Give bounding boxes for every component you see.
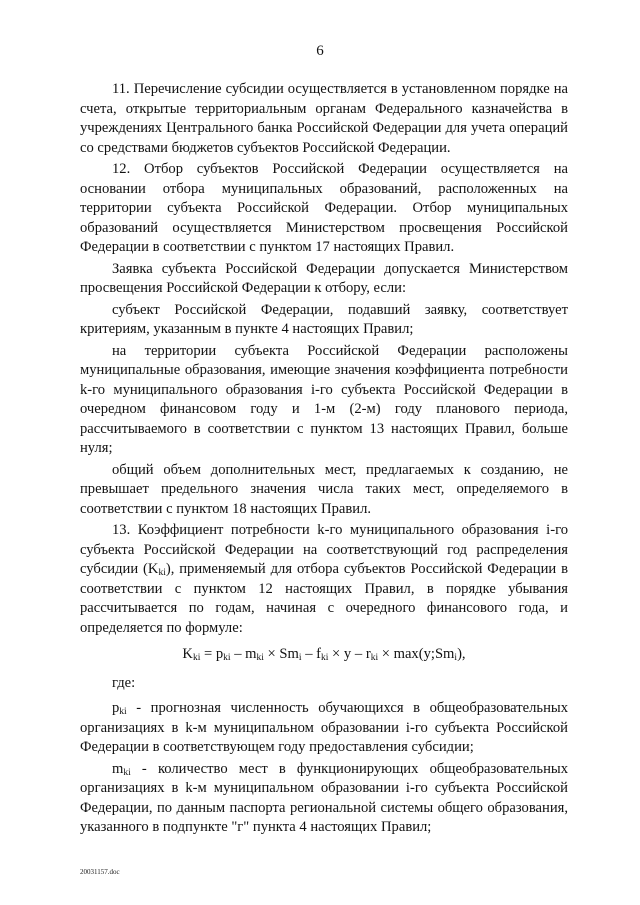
document-body	[80, 80, 568, 840]
paragraph-13-text-after: ), применяемый для отбора субъектов Российской Федерации в соответствии с пунктом 12 настоящих Правил, в порядке убывания рассчитывается по годам, начиная с очередного финансового года, и определяется по формуле:	[80, 561, 568, 636]
formula-where-label: где:	[112, 674, 136, 691]
paragraph-11: 11. Перечисление субсидии осуществляется в установленном порядке на счета, открытые территориальным органам Федерального казначейства в учреждениях Центрального банка Российской Федерации для учета операций со средствами бюджетов субъектов Российской Федерации.	[80, 81, 568, 156]
paragraph-13	[80, 521, 568, 638]
coefficient-formula: $K_{ki} = p_{ki} - m_{ki} \times Sm_i - f_{ki} \times y - r_{ki}$ × $\max(y;Sm_i)$,	[182, 646, 466, 663]
definition-pki: $p_{ki}$ - прогнозная численность обучающихся в общеобразовательных организациях в k-м муниципальном образовании i-го субъекта Российской Федерации в соответствующем году предоставления субсидии;	[80, 700, 568, 755]
paragraph-application-admission: Заявка субъекта Российской Федерации допускается Министерством просвещения Российской Федерации к отбору, если:	[80, 260, 568, 296]
footer-file-name: 20031157.doc	[80, 868, 120, 876]
paragraph-criterion-places: общий объем дополнительных мест, предлагаемых к созданию, не превышает предельного значения числа таких мест, определяемого в соответствии с пунктом 18 настоящих Правил.	[80, 461, 568, 517]
paragraph-13-text-before: 13. Коэффициент потребности k-го муниципального образования i-го субъекта Российской Федерации на соответствующий год распределения субсидии (K	[80, 522, 568, 577]
paragraph-12: 12. Отбор субъектов Российской Федерации осуществляется на основании отбора муниципальных образований, расположенных на территории субъекта Российской Федерации. Отбор муниципальных образований осуществляется Министерством просвещения Российской Федерации в соответствии с пунктом 17 настоящих Правил.	[80, 161, 568, 255]
page-number: 6	[316, 43, 324, 59]
definition-mki: $m_{ki}$ - количество мест в функционирующих общеобразовательных организациях в k-м муниципальном образовании i-го субъекта Российской Федерации, по данным паспорта региональной системы общего образования, указанного в подпункте "г" пункта 4 настоящих Правил;	[80, 760, 568, 835]
paragraph-criterion-coefficient: на территории субъекта Российской Федерации расположены муниципальные образования, имеющие значения коэффициента потребности k-го муниципального образования i-го субъекта Российской Федерации в очередном финансовом году и 1-м (2-м) году планового периода, рассчитываемого в соответствии с пунктом 13 настоящих Правил, больше нуля;	[80, 342, 568, 456]
paragraph-criterion-compliance: субъект Российской Федерации, подавший заявку, соответствует критериям, указанным в пункте 4 настоящих Правил;	[80, 301, 568, 337]
paragraph-13-subscript: ki	[158, 568, 166, 578]
